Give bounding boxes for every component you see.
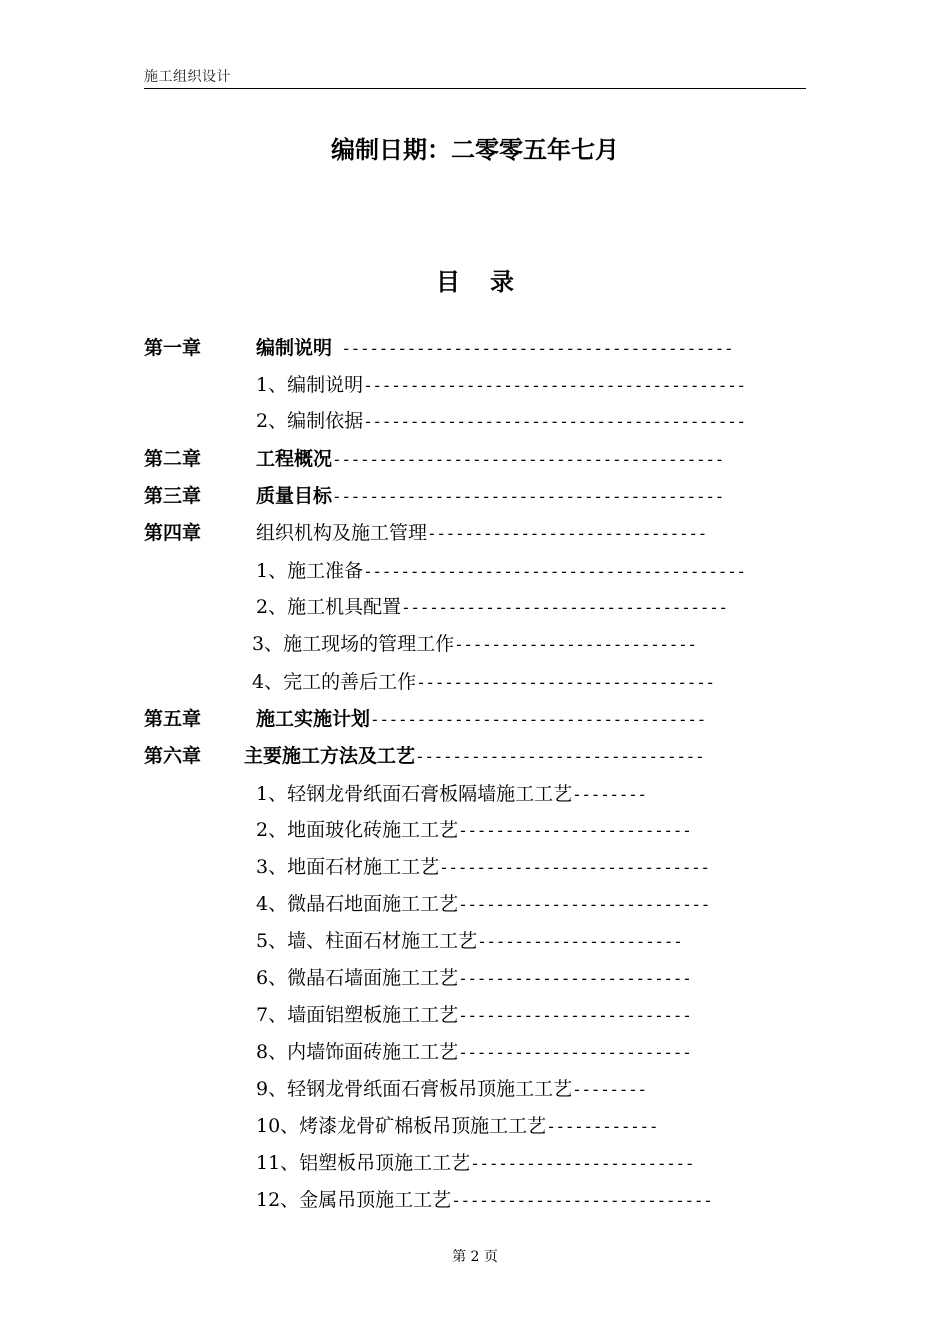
toc-title-left: 目 xyxy=(436,268,460,296)
toc-leader-dashes: ------------------------- xyxy=(458,969,692,988)
toc-entry-title: 5、墙、柱面石材施工工艺 xyxy=(256,930,478,952)
toc-leader-dashes: ----------------------------------- xyxy=(401,598,728,617)
toc-entry-title: 3、地面石材施工工艺 xyxy=(256,856,440,878)
page-header xyxy=(144,66,806,89)
toc-entry[interactable] xyxy=(256,1111,688,1141)
toc-entry-title: 7、墙面铝塑板施工工艺 xyxy=(256,1004,459,1026)
toc-title xyxy=(0,262,950,297)
toc-chapter-label: 第四章 xyxy=(144,522,202,544)
toc-leader-dashes: --------------------------- xyxy=(458,895,711,914)
toc-leader-dashes: ------------------------------------------ xyxy=(332,450,724,469)
toc-entry-title: 质量目标 xyxy=(256,485,333,507)
toc-entry-title: 4、完工的善后工作 xyxy=(252,671,417,693)
header-title: 施工组织设计 xyxy=(144,69,231,85)
toc-entry-title: 10、烤漆龙骨矿棉板吊顶施工工艺 xyxy=(256,1115,547,1137)
toc-entry[interactable] xyxy=(256,889,711,919)
toc-entry[interactable] xyxy=(256,1000,692,1030)
toc-entry[interactable] xyxy=(252,629,697,659)
toc-entry-title: 1、编制说明 xyxy=(256,374,364,396)
toc-entry[interactable] xyxy=(256,815,692,845)
toc-leader-dashes: ----------------------------------------- xyxy=(363,376,746,395)
toc-entry[interactable] xyxy=(256,370,746,400)
toc-leader-dashes: ------------ xyxy=(546,1117,659,1136)
toc-entry-title: 1、施工准备 xyxy=(256,560,364,582)
toc-entry-title: 编制说明 xyxy=(256,337,333,359)
toc-entry-title: 8、内墙饰面砖施工工艺 xyxy=(256,1041,459,1063)
toc-entry[interactable] xyxy=(256,1037,692,1067)
toc-entry-title: 主要施工方法及工艺 xyxy=(244,745,416,767)
toc-entry[interactable] xyxy=(256,518,708,548)
toc-leader-dashes: -------- xyxy=(572,1080,647,1099)
toc-leader-dashes: ------------------------------------ xyxy=(370,710,706,729)
toc-entry-title: 组织机构及施工管理 xyxy=(256,522,428,544)
toc-entry[interactable] xyxy=(256,1185,713,1215)
toc-leader-dashes: -------------------------- xyxy=(454,635,697,654)
toc-entry[interactable] xyxy=(256,592,728,622)
toc-leader-dashes: ------------------------------------------ xyxy=(332,487,724,506)
toc-leader-dashes: ---------------------------- xyxy=(451,1191,713,1210)
toc-entry[interactable] xyxy=(256,926,684,956)
toc-entry[interactable] xyxy=(256,963,692,993)
toc-chapter-label: 第二章 xyxy=(144,448,202,470)
toc-leader-dashes: -------- xyxy=(572,785,647,804)
page-number: 第 2 页 xyxy=(452,1249,498,1265)
toc-entry[interactable] xyxy=(256,704,706,734)
toc-entry-title: 2、地面玻化砖施工工艺 xyxy=(256,819,459,841)
toc-chapter-label: 第五章 xyxy=(144,708,202,730)
compile-date: 编制日期：二零零五年七月 xyxy=(331,136,619,164)
toc-title-right: 录 xyxy=(490,268,514,296)
toc-leader-dashes: ------------------------------- xyxy=(415,747,705,766)
toc-leader-dashes: ----------------------------------------- xyxy=(363,562,746,581)
toc-entry-title: 4、微晶石地面施工工艺 xyxy=(256,893,459,915)
toc-entry-title: 2、施工机具配置 xyxy=(256,596,402,618)
toc-leader-dashes: ------------------------- xyxy=(458,1006,692,1025)
toc-leader-dashes: ----------------------------- xyxy=(439,858,710,877)
toc-entry-title: 1、轻钢龙骨纸面石膏板隔墙施工工艺 xyxy=(256,783,573,805)
toc-entry-title: 9、轻钢龙骨纸面石膏板吊顶施工工艺 xyxy=(256,1078,573,1100)
toc-entry[interactable] xyxy=(256,481,724,511)
toc-leader-dashes: ------------------------------------------ xyxy=(332,339,734,358)
toc-chapter-label: 第一章 xyxy=(144,337,202,359)
toc-entry[interactable] xyxy=(256,1074,684,1104)
toc-entry[interactable] xyxy=(256,333,734,363)
toc-entry[interactable] xyxy=(256,779,684,809)
toc-entry[interactable] xyxy=(256,406,746,436)
toc-leader-dashes: ------------------------ xyxy=(470,1154,695,1173)
toc-leader-dashes: ------------------------------ xyxy=(427,524,708,543)
toc-entry[interactable] xyxy=(256,556,746,586)
toc-entry-title: 工程概况 xyxy=(256,448,333,470)
toc-entry-title: 3、施工现场的管理工作 xyxy=(252,633,455,655)
toc-entry-title: 6、微晶石墙面施工工艺 xyxy=(256,967,459,989)
toc-entry[interactable] xyxy=(244,741,705,771)
toc-entry-title: 2、编制依据 xyxy=(256,410,364,432)
toc-entry[interactable] xyxy=(256,1148,695,1178)
toc-entry-title: 12、金属吊顶施工工艺 xyxy=(256,1189,452,1211)
toc-entry-title: 施工实施计划 xyxy=(256,708,371,730)
toc-leader-dashes: ----------------------------------------- xyxy=(363,412,746,431)
toc-entry[interactable] xyxy=(256,852,710,882)
toc-leader-dashes: ------------------------- xyxy=(458,1043,692,1062)
toc-leader-dashes: -------------------------------- xyxy=(416,673,715,692)
toc-leader-dashes: ------------------------- xyxy=(458,821,692,840)
toc-chapter-label: 第六章 xyxy=(144,745,202,767)
toc-chapter-label: 第三章 xyxy=(144,485,202,507)
toc-entry-title: 11、铝塑板吊顶施工工艺 xyxy=(256,1152,471,1174)
toc-entry[interactable] xyxy=(256,444,724,474)
toc-leader-dashes: ---------------------- xyxy=(477,932,683,951)
toc-entry[interactable] xyxy=(252,667,715,697)
